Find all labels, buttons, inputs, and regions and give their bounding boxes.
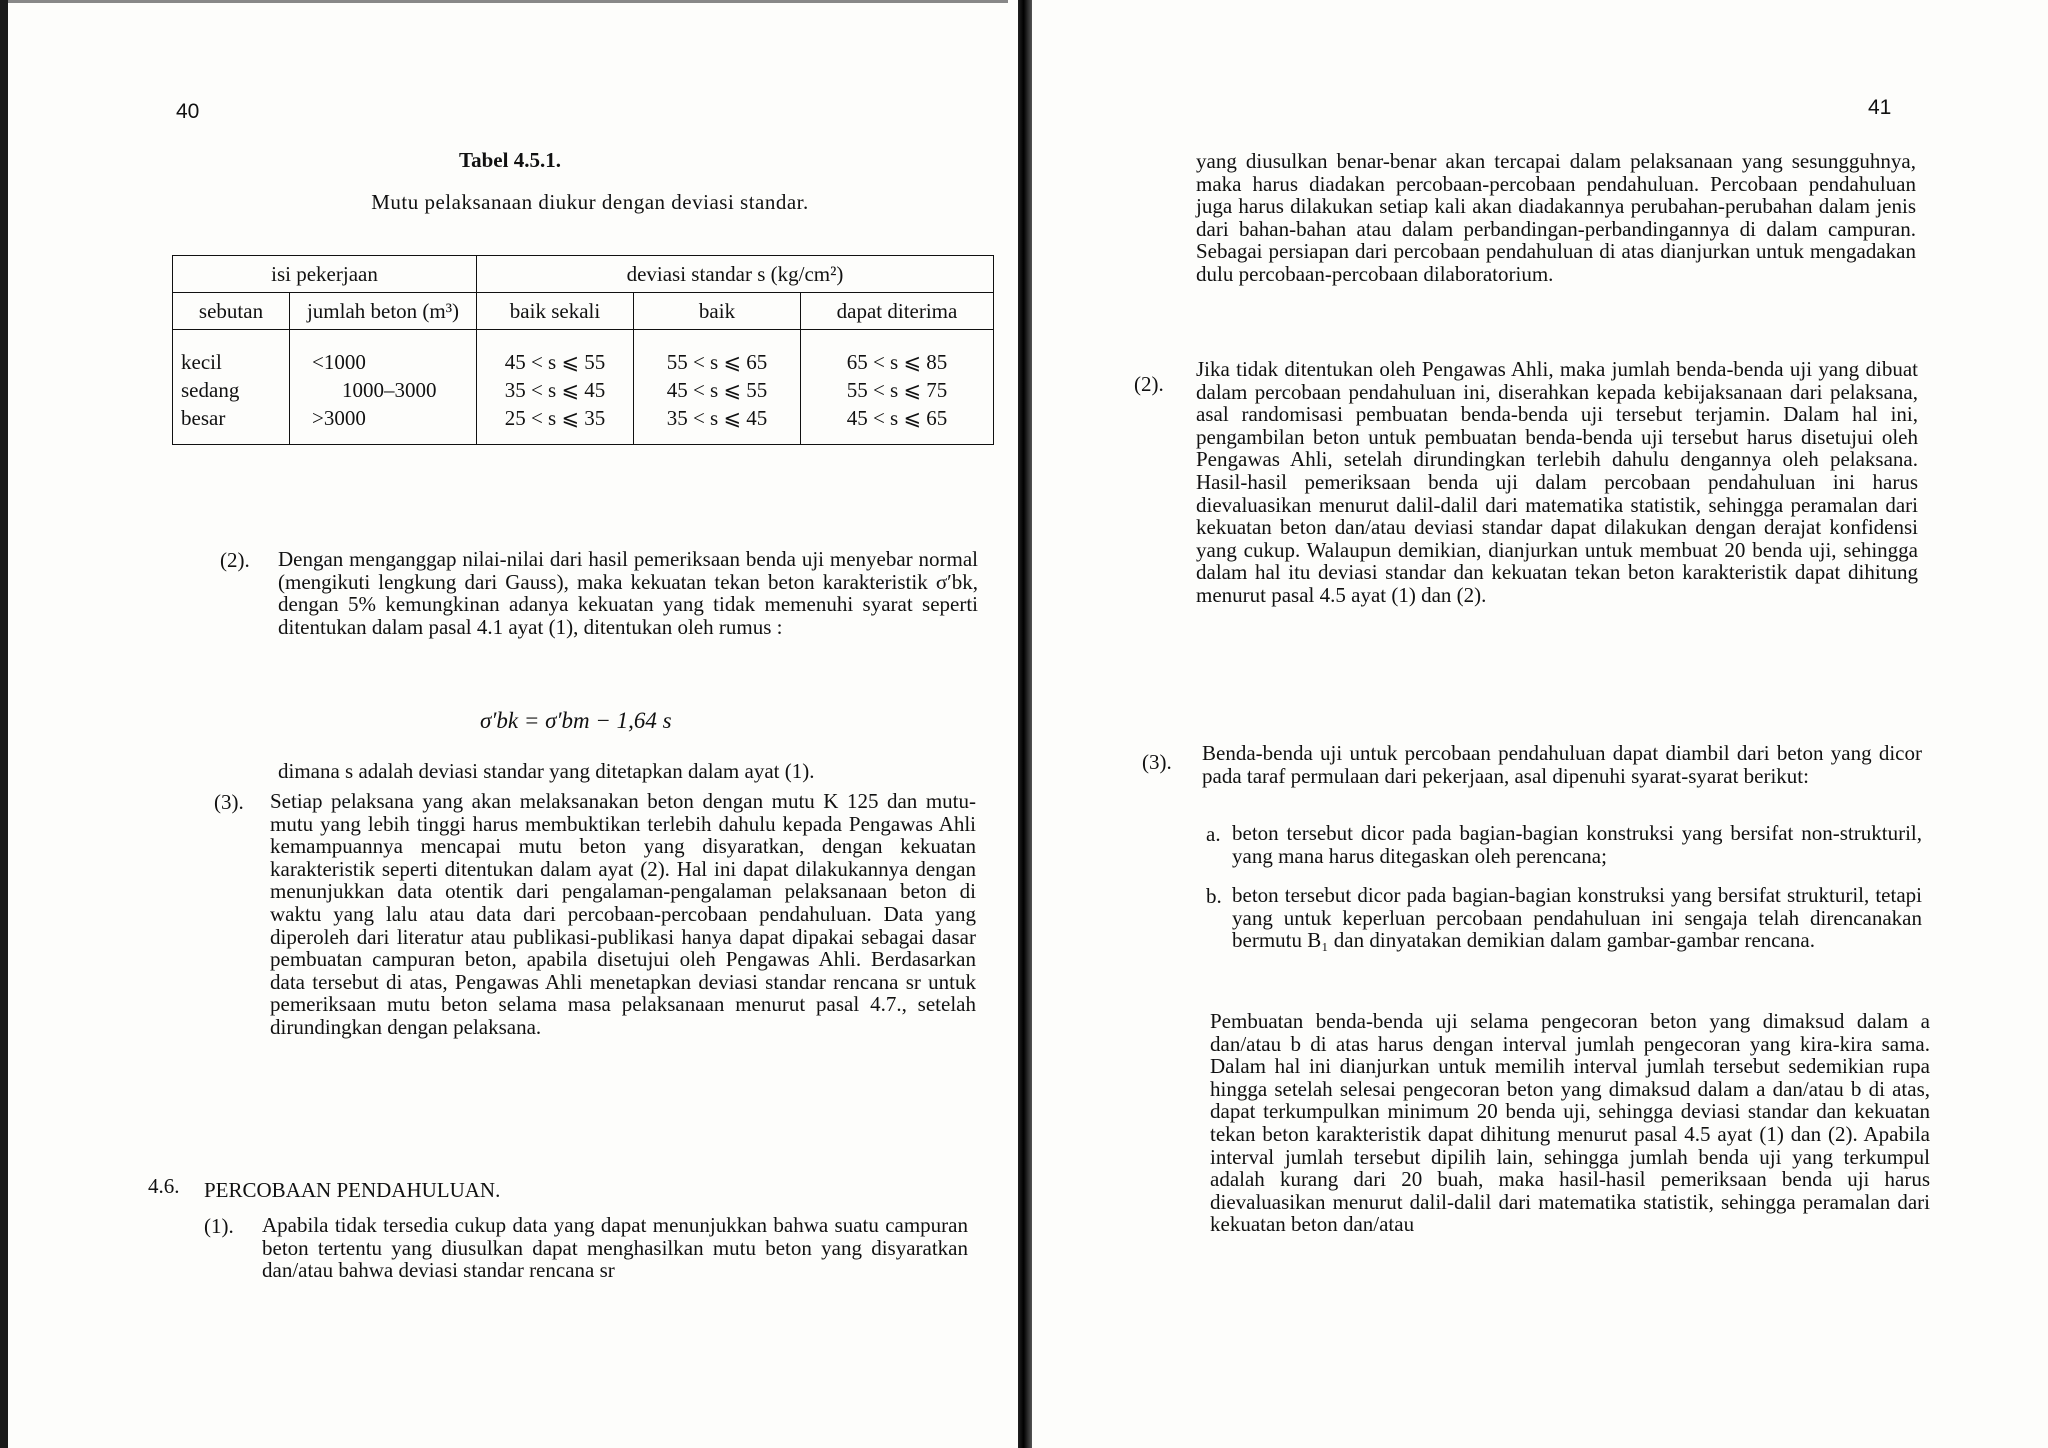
cell-value: 35 < s ⩽ 45 <box>666 406 768 430</box>
cell-sebutan <box>173 330 290 445</box>
page-number-right: 41 <box>1868 96 1892 119</box>
cell-value: <1000 <box>312 350 366 374</box>
header-jumlah-beton: jumlah beton (m³) <box>290 293 477 330</box>
cell-baik <box>634 330 801 445</box>
item-number: (1). <box>204 1214 234 1238</box>
cell-value: >3000 <box>312 406 366 430</box>
list-item-b: beton tersebut dicor pada bagian-bagian konstruksi yang bersifat strukturil, tetapi yang untuk keperluan percobaan pendahuluan ini sengaja telah direncanakan bermutu B₁ dan dinyatakan demikian dalam gambar-gambar rencana. <box>1232 883 1922 953</box>
paragraph-2-left: Dengan menganggap nilai-nilai dari hasil pemeriksaan benda uji menyebar normal (mengikuti lengkung dari Gauss), maka kekuatan tekan beton karakteristik σ′bk, dengan 5% kemungkinan adanya kekuatan yang tidak memenuhi syarat seperti ditentukan dalam pasal 4.1 ayat (1), ditentukan oleh rumus : <box>278 547 978 639</box>
section-heading: PERCOBAAN PENDAHULUAN. <box>204 1178 501 1202</box>
list-marker-b: b. <box>1206 884 1222 908</box>
cell-jumlah <box>290 330 477 445</box>
paragraph-1-left: Apabila tidak tersedia cukup data yang dapat menunjukkan bahwa suatu campuran beton tertentu yang diusulkan dapat menghasilkan mutu beton yang disyaratkan dan/atau bahwa deviasi standar rencana sr <box>262 1213 968 1283</box>
item-number: (3). <box>1142 750 1172 774</box>
paragraph-3-right: Benda-benda uji untuk percobaan pendahuluan dapat diambil dari beton yang dicor pada taraf permulaan dari pekerjaan, asal dipenuhi syarat-syarat berikut: <box>1202 741 1922 788</box>
paragraph-2-right: Jika tidak ditentukan oleh Pengawas Ahli, maka jumlah benda-benda uji yang dibuat dalam percobaan pendahuluan ini, diserahkan kepada kebijaksanaan dari pelaksana, asal randomisasi pembuatan benda-benda uji tersebut terjamin. Dalam hal ini, pengambilan beton untuk pembuatan benda-benda uji tersebut harus disetujui oleh Pengawas Ahli, setelah dirundingkan terlebih dahulu dengannya oleh pelaksana. Hasil-hasil pemeriksaan benda uji dalam percobaan pendahuluan ini harus dievaluasikan menurut dalil-dalil dari matematika statistik, sehingga peramalan dari kekuatan beton dan/atau deviasi standar dapat dilakukan dengan derajat konfidensi yang cukup. Walaupun demikian, dianjurkan untuk membuat 20 benda uji, sehingga dalam hal itu deviasi standar dan kekuatan tekan beton karakteristik dapat dihitung menurut pasal 4.5 ayat (1) dan (2). <box>1196 357 1918 607</box>
cell-value: 25 < s ⩽ 35 <box>504 406 606 430</box>
item-number: (3). <box>214 790 244 814</box>
deviation-table <box>172 255 994 445</box>
table-caption: Mutu pelaksanaan diukur dengan deviasi standar. <box>371 190 809 214</box>
cell-value: 45 < s ⩽ 65 <box>846 406 948 430</box>
right-page <box>1020 0 2048 1448</box>
cell-dapat-diterima <box>801 330 994 445</box>
header-isi-pekerjaan: isi pekerjaan <box>173 256 477 293</box>
paragraph-4-right: Pembuatan benda-benda uji selama pengecoran beton yang dimaksud dalam a dan/atau b di atas harus dengan interval jumlah pengecoran yang kira-kira sama. Dalam hal ini dianjurkan untuk memilih interval jumlah tersebut sedemikian rupa hingga setelah selesai pengecoran beton yang dimaksud dalam a dan/atau b di atas, dapat terkumpulkan minimum 20 benda uji, sehingga deviasi standar dan kekuatan tekan beton karakteristik dapat dihitung menurut pasal 4.5 ayat (1) dan (2). Apabila interval jumlah tersebut dipilih lain, sehingga jumlah benda uji yang terkumpul adalah kurang dari 20 buah, maka hasil-hasil pemeriksaan benda uji harus dievaluasikan menurut dalil-dalil dari matematika statistik, sehingga peramalan dari kekuatan beton dan/atau <box>1210 1009 1930 1237</box>
cell-value: 55 < s ⩽ 65 <box>666 350 768 374</box>
section-number: 4.6. <box>148 1174 180 1198</box>
list-marker-a: a. <box>1206 822 1221 846</box>
cell-baik-sekali <box>477 330 634 445</box>
cell-value: 65 < s ⩽ 85 <box>846 350 948 374</box>
header-baik-sekali: baik sekali <box>477 293 634 330</box>
table-title: Tabel 4.5.1. <box>459 148 561 172</box>
cell-value: sedang <box>181 378 240 402</box>
left-page <box>0 0 1020 1448</box>
paragraph-continuation: yang diusulkan benar-benar akan tercapai dalam pelaksanaan yang sesungguhnya, maka harus diadakan percobaan-percobaan pendahuluan. Percobaan pendahuluan juga harus dilakukan setiap kali akan diadakannya perubahan-perubahan dalam jenis dari bahan-bahan atau dalam perbandingan-perbandingannya di dalam campuran. Sebagai persiapan dari percobaan pendahuluan di atas dianjurkan untuk mengadakan dulu percobaan-percobaan dilaboratorium. <box>1196 149 1916 286</box>
cell-value: besar <box>181 406 226 430</box>
header-sebutan: sebutan <box>173 293 290 330</box>
cell-value: 55 < s ⩽ 75 <box>846 378 948 402</box>
cell-value: kecil <box>181 350 222 374</box>
cell-value: 45 < s ⩽ 55 <box>666 378 768 402</box>
formula: σ′bk = σ′bm − 1,64 s <box>480 708 672 733</box>
item-number: (2). <box>1134 372 1164 396</box>
list-item-a: beton tersebut dicor pada bagian-bagian konstruksi yang bersifat non-strukturil, yang mana harus ditegaskan oleh perencana; <box>1232 821 1922 868</box>
paragraph-2-after: dimana s adalah deviasi standar yang ditetapkan dalam ayat (1). <box>278 759 815 783</box>
header-deviasi-standar: deviasi standar s (kg/cm²) <box>477 256 994 293</box>
cell-value: 45 < s ⩽ 55 <box>504 350 606 374</box>
cell-value: 1000–3000 <box>342 378 437 402</box>
page-number-left: 40 <box>176 100 200 123</box>
paragraph-3-left: Setiap pelaksana yang akan melaksanakan beton dengan mutu K 125 dan mutu-mutu yang lebih tinggi harus membuktikan terlebih dahulu kepada Pengawas Ahli kemampuannya mencapai mutu beton yang disyaratkan, dengan kekuatan karakteristik seperti ditentukan dalam ayat (2). Hal ini dapat dilakukannya dengan menunjukkan data otentik dari pengalaman-pengalaman pelaksanaan beton di waktu yang lalu atau data dari percobaan-percobaan pendahuluan. Data yang diperoleh dari literatur atau publikasi-publikasi hanya dapat dipakai sebagai dasar pembuatan campuran beton, apabila disetujui oleh Pengawas Ahli. Berdasarkan data tersebut di atas, Pengawas Ahli menetapkan deviasi standar rencana sr untuk pemeriksaan mutu beton selama masa pelaksanaan menurut pasal 4.7., setelah dirundingkan dengan pelaksana. <box>270 789 976 1039</box>
header-dapat-diterima: dapat diterima <box>801 293 994 330</box>
cell-value: 35 < s ⩽ 45 <box>504 378 606 402</box>
item-number: (2). <box>220 548 250 572</box>
header-baik: baik <box>634 293 801 330</box>
